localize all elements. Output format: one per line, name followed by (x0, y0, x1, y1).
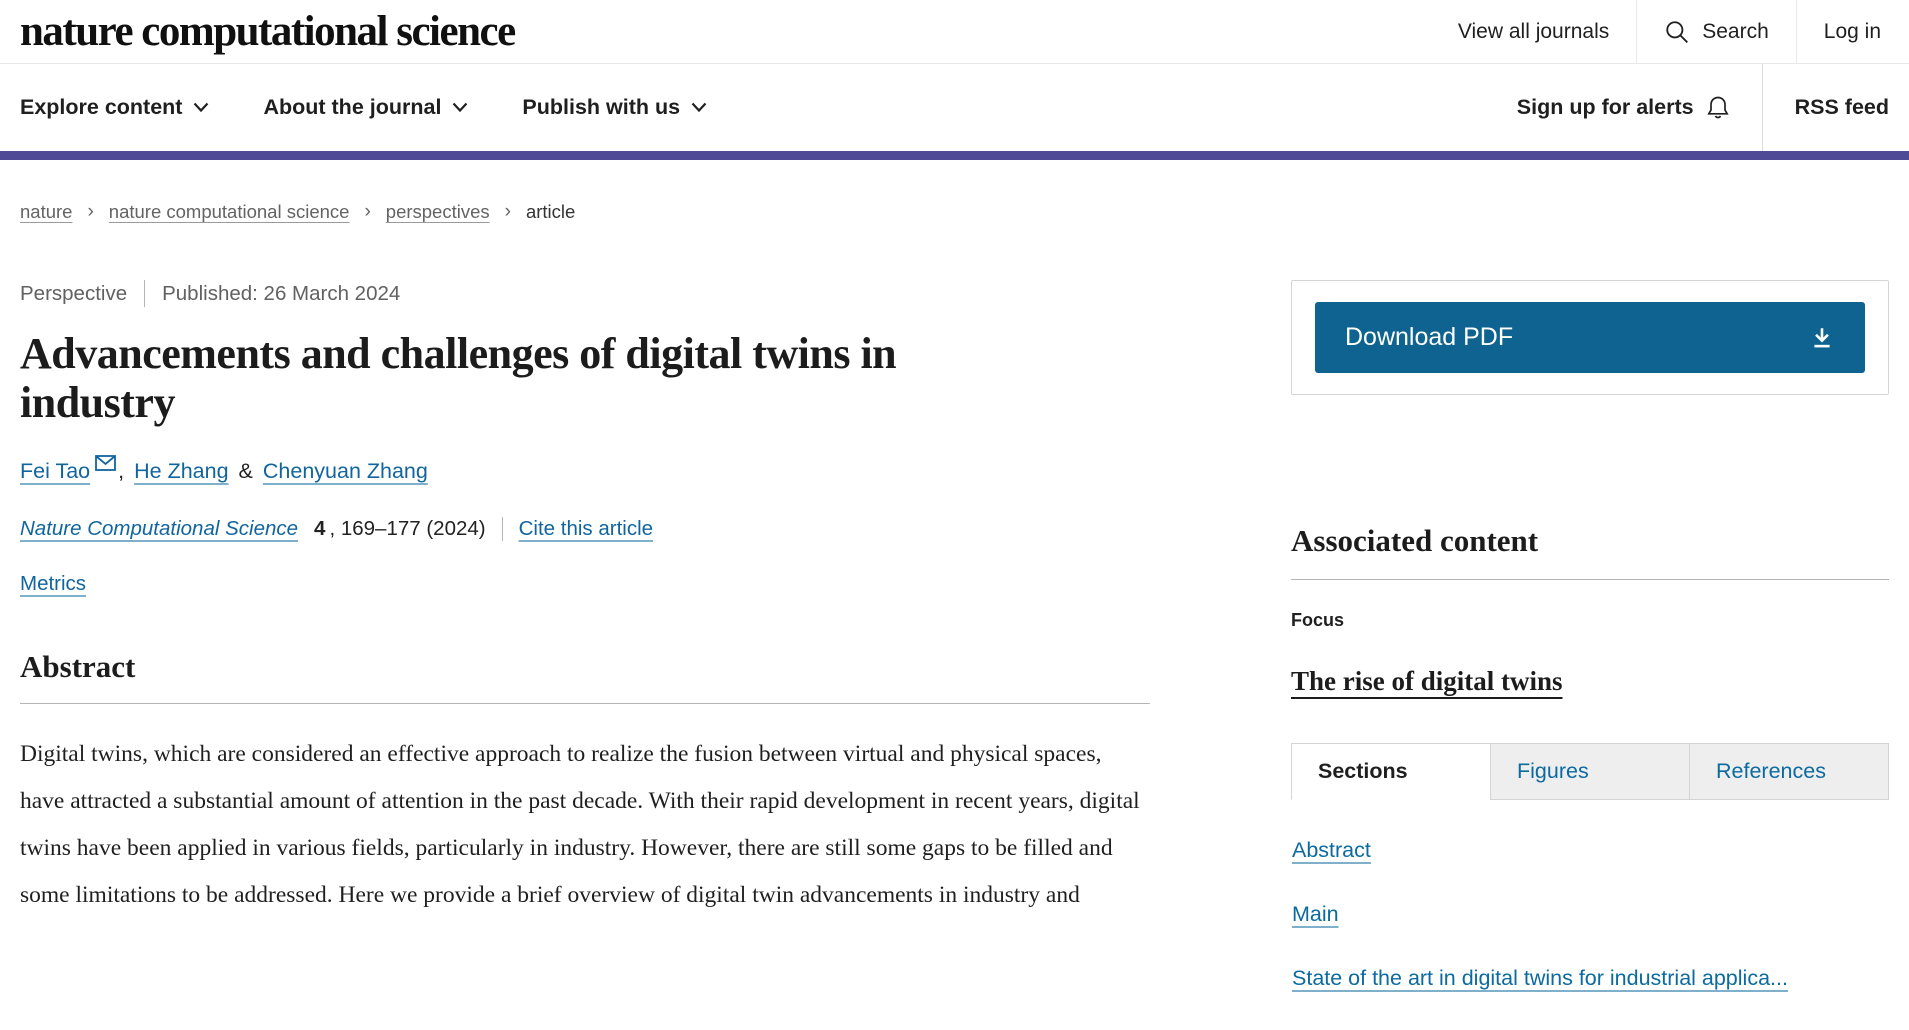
email-icon[interactable] (95, 455, 116, 471)
focus-kicker: Focus (1291, 610, 1345, 630)
published-date: Published: 26 March 2024 (162, 281, 401, 305)
metrics-link[interactable]: Metrics (20, 572, 87, 595)
section-link-abstract[interactable]: Abstract (1292, 838, 1371, 862)
abstract-paragraph: Digital twins, which are considered an effective approach to realize the fusion between virtual and physical spaces, have attracted a substantial amount of attention in the past decade. With their rapid development in recent years, digital twins have been applied in various fields, particularly in industry. However, there are still some gaps to be filled and some limitations to be addressed. Here we provide a brief overview of digital twin advancements in industry and (20, 741, 1140, 908)
breadcrumb (0, 160, 1909, 223)
signup-alerts-label: Sign up for alerts (1516, 95, 1694, 119)
author-separator: & (238, 459, 253, 483)
author-separator: , (118, 459, 125, 483)
chevron-down-icon (691, 102, 707, 113)
header-utilities (1431, 0, 1889, 63)
tab-sections[interactable]: Sections (1291, 743, 1491, 800)
section-link-state-of-the-art[interactable]: State of the art in digital twins for industrial applica... (1292, 966, 1788, 990)
download-icon (1809, 325, 1835, 351)
nav-explore-content[interactable] (20, 95, 209, 120)
login-label: Log in (1823, 19, 1881, 43)
breadcrumb-current: article (525, 201, 576, 222)
article-meta (20, 280, 1150, 307)
divider (502, 517, 503, 541)
sidebar-tabs (1291, 743, 1889, 800)
author-list (20, 459, 1150, 484)
nav-about-journal-label: About the journal (263, 95, 442, 119)
nav-about-journal[interactable] (263, 95, 468, 120)
divider (20, 703, 1150, 704)
nav-explore-content-label: Explore content (20, 95, 183, 119)
view-all-journals-link[interactable] (1431, 0, 1636, 63)
divider (144, 280, 145, 307)
article-type-label: Perspective (20, 281, 128, 305)
nav-publish-with-us[interactable] (522, 95, 707, 120)
associated-content-section (1291, 523, 1889, 991)
breadcrumb-nature[interactable]: nature (20, 201, 73, 222)
chevron-right-icon: › (504, 200, 511, 222)
abstract-heading: Abstract (20, 649, 136, 684)
chevron-right-icon: › (364, 200, 371, 222)
download-pdf-button[interactable] (1315, 302, 1865, 373)
journal-citation-link[interactable]: Nature Computational Science (20, 517, 299, 540)
citation-row (20, 517, 1150, 541)
chevron-down-icon (452, 102, 468, 113)
citation-pages: , 169–177 (2024) (329, 517, 486, 540)
search-button[interactable] (1636, 0, 1796, 63)
login-link[interactable] (1796, 0, 1889, 63)
citation-volume: 4 (314, 517, 326, 540)
nav-publish-with-us-label: Publish with us (522, 95, 681, 119)
cite-this-article-link[interactable]: Cite this article (518, 517, 654, 540)
nav-menu (20, 64, 761, 151)
article-column (20, 280, 1150, 1030)
journal-nav (0, 64, 1909, 151)
search-icon (1664, 19, 1690, 45)
section-link-main[interactable]: Main (1292, 902, 1339, 926)
search-label: Search (1702, 19, 1769, 43)
author-link-chenyuan-zhang[interactable]: Chenyuan Zhang (262, 459, 428, 483)
feature-article-link[interactable]: The rise of digital twins (1291, 666, 1563, 696)
chevron-right-icon: › (87, 200, 94, 222)
breadcrumb-journal[interactable]: nature computational science (108, 201, 350, 222)
nav-right (1517, 64, 1889, 151)
author-link-he-zhang[interactable]: He Zhang (134, 459, 229, 483)
brand-color-bar (0, 151, 1909, 160)
associated-content-heading: Associated content (1291, 523, 1539, 558)
sidebar (1291, 280, 1889, 1030)
main-content (0, 223, 1909, 1030)
tab-references[interactable]: References (1689, 743, 1889, 800)
view-all-journals-label: View all journals (1457, 19, 1610, 43)
rss-feed-link[interactable] (1762, 64, 1889, 151)
download-pdf-card (1291, 280, 1889, 395)
article-title: Advancements and challenges of digital twins in industry (20, 329, 897, 427)
divider (1291, 579, 1889, 580)
journal-logo[interactable]: nature computational science (20, 8, 515, 55)
bell-icon (1706, 95, 1730, 121)
author-link-fei-tao[interactable]: Fei Tao (20, 459, 91, 483)
breadcrumb-perspectives[interactable]: perspectives (385, 201, 490, 222)
chevron-down-icon (193, 102, 209, 113)
section-link-list (1291, 838, 1889, 991)
site-header (0, 0, 1909, 64)
download-pdf-label: Download PDF (1345, 323, 1514, 351)
tab-figures[interactable]: Figures (1490, 743, 1690, 800)
metrics-row (20, 572, 1150, 596)
rss-feed-label: RSS feed (1794, 95, 1889, 119)
signup-alerts-link[interactable] (1517, 64, 1762, 151)
